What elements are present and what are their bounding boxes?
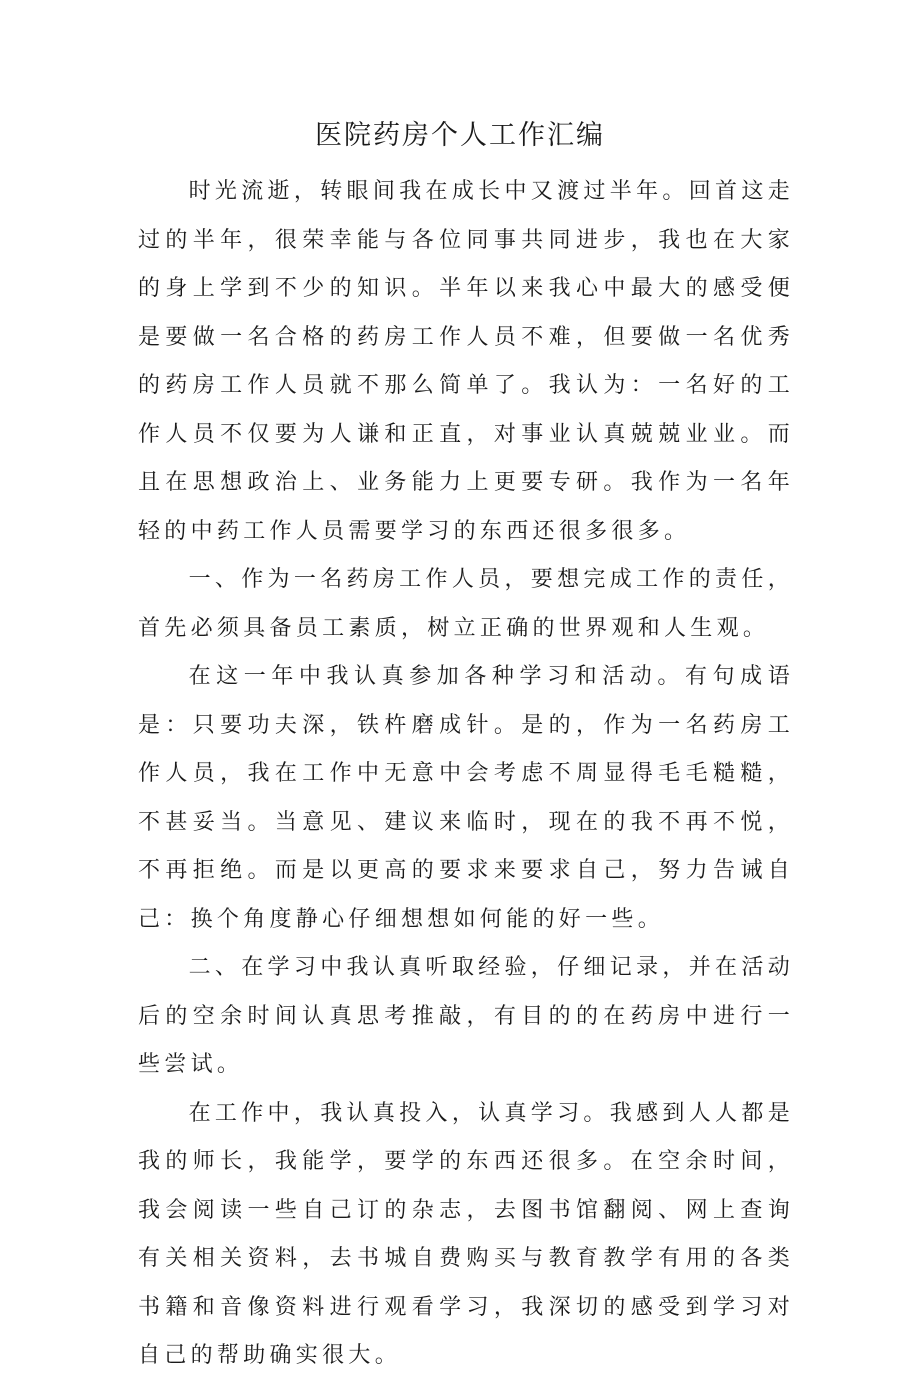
paragraph-1: 时光流逝，转眼间我在成长中又渡过半年。回首这走过的半年，很荣幸能与各位同事共同进步，我也在大家的身上学到不少的知识。半年以来我心中最大的感受便是要做一名合格的药房工作人员不难，但要做一名优秀的药房工作人员就不那么简单了。我认为：一名好的工作人员不仅要为人谦和正直，对事业认真兢兢业业。而且在思想政治上、业务能力上更要专研。我作为一名年轻的中药工作人员需要学习的东西还很多很多。	[138, 179, 794, 544]
paragraph-3: 在这一年中我认真参加各种学习和活动。有句成语是：只要功夫深，铁杵磨成针。是的，作为一名药房工作人员，我在工作中无意中会考虑不周显得毛毛糙糙，不甚妥当。当意见、建议来临时，现在的我不再不悦，不再拒绝。而是以更高的要求来要求自己，努力告诫自己：换个角度静心仔细想想如何能的好一些。	[138, 664, 794, 932]
paragraph-4: 二、在学习中我认真听取经验，仔细记录，并在活动后的空余时间认真思考推敲，有目的的在药房中进行一些尝试。	[138, 955, 794, 1077]
paragraph-5: 在工作中，我认真投入，认真学习。我感到人人都是我的师长，我能学，要学的东西还很多。在空余时间，我会阅读一些自己订的杂志，去图书馆翻阅、网上查询有关相关资料，去书城自费购买与教育教学有用的各类书籍和音像资料进行观看学习，我深切的感受到学习对自己的帮助确实很大。	[138, 1100, 794, 1368]
paragraph-2: 一、作为一名药房工作人员，要想完成工作的责任，首先必须具备员工素质，树立正确的世界观和人生观。	[138, 567, 794, 641]
document-body	[138, 168, 794, 1381]
document-title: 医院药房个人工作汇编	[315, 120, 605, 151]
